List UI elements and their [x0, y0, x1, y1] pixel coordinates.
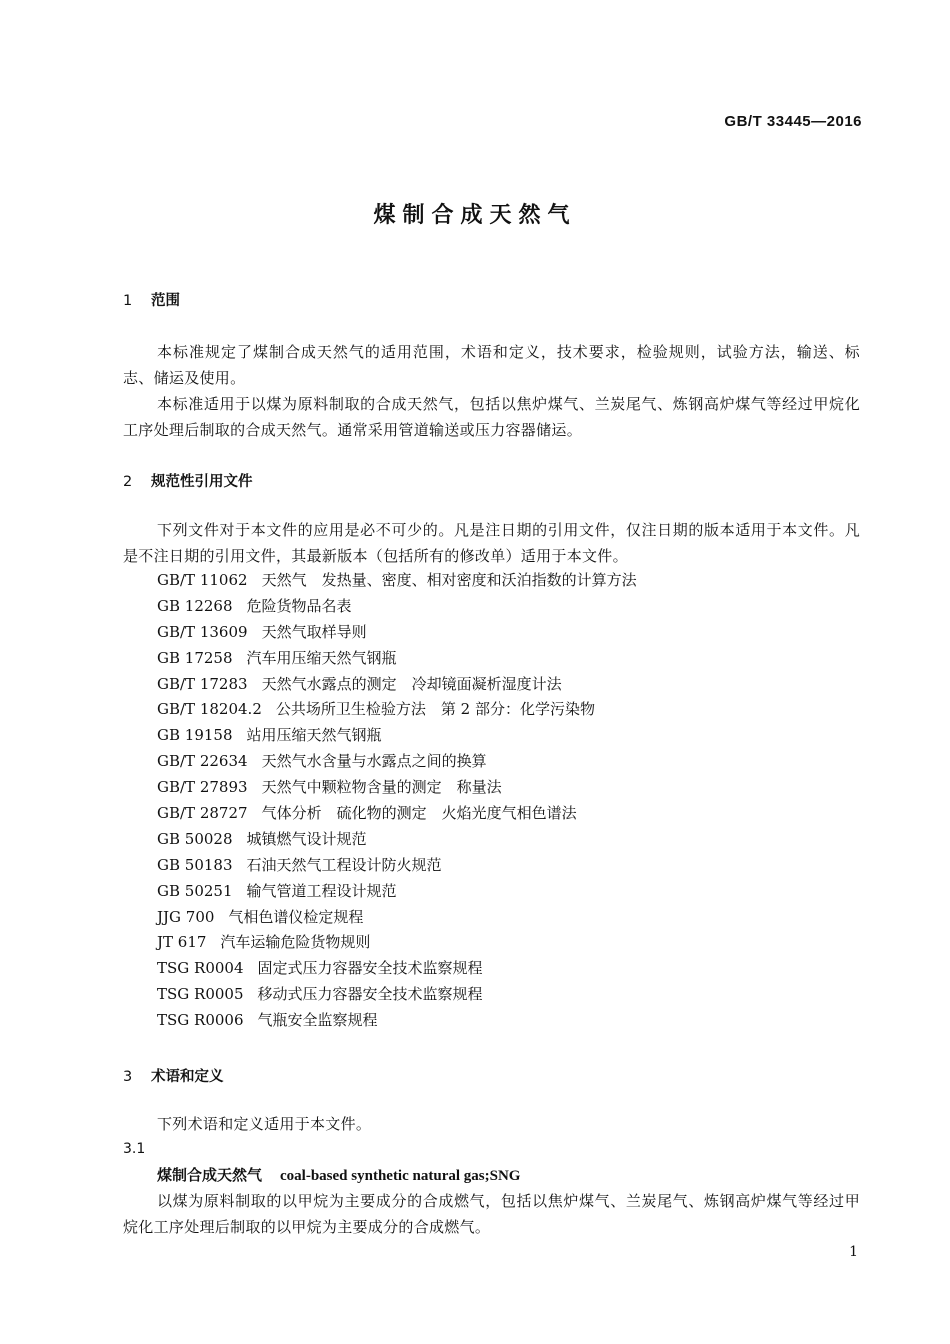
section-number: 1: [123, 293, 133, 309]
reference-code: TSG R0004: [157, 959, 244, 978]
term-number: 3.1: [123, 1141, 146, 1157]
section-title: 规范性引用文件: [151, 474, 253, 490]
reference-title: 天然气 发热量、密度、相对密度和沃泊指数的计算方法: [261, 571, 637, 589]
reference-item: [157, 723, 637, 749]
reference-item: [157, 620, 637, 646]
reference-code: GB 19158: [157, 726, 233, 745]
reference-code: GB 50028: [157, 829, 233, 848]
reference-code: TSG R0006: [157, 1011, 244, 1030]
standard-number: GB/T 33445—2016: [724, 113, 862, 130]
reference-code: GB/T 11062: [157, 571, 248, 589]
section-1-heading: [123, 289, 180, 310]
term-definition: 以煤为原料制取的以甲烷为主要成分的合成燃气，包括以焦炉煤气、兰炭尾气、炼钢高炉煤气等经过甲烷化工序处理后制取的以甲烷为主要成分的合成燃气。: [123, 1192, 860, 1236]
reference-title: 气瓶安全监察规程: [257, 1011, 378, 1030]
reference-item: [157, 672, 637, 698]
reference-code: GB/T 27893: [157, 778, 248, 797]
reference-item: [157, 930, 637, 956]
reference-title: 危险货物品名表: [246, 596, 352, 615]
reference-code: GB/T 13609: [157, 622, 248, 641]
reference-title: 城镇燃气设计规范: [246, 829, 367, 848]
section-3-intro: 下列术语和定义适用于本文件。: [157, 1115, 372, 1133]
reference-title: 天然气水含量与水露点之间的换算: [261, 752, 487, 771]
reference-item: [157, 905, 637, 931]
reference-item: [157, 853, 637, 879]
reference-code: GB/T 28727: [157, 804, 248, 823]
reference-title: 输气管道工程设计规范: [246, 881, 397, 900]
section-1-paragraph-2: 本标准适用于以煤为原料制取的合成天然气，包括以焦炉煤气、兰炭尾气、炼钢高炉煤气等经过甲烷化工序处理后制取的合成天然气。通常采用管道输送或压力容器储运。: [123, 395, 860, 439]
reference-title: 站用压缩天然气钢瓶: [246, 726, 382, 745]
document-title: 煤制合成天然气: [373, 203, 577, 228]
reference-code: JJG 700: [157, 907, 215, 926]
reference-code: JT 617: [157, 933, 207, 952]
section-number: 3: [123, 1069, 133, 1085]
reference-code: GB/T 17283: [157, 674, 248, 693]
reference-title: 固定式压力容器安全技术监察规程: [257, 959, 483, 978]
reference-title: 气体分析 硫化物的测定 火焰光度气相色谱法: [261, 804, 577, 823]
term-chinese: 煤制合成天然气: [157, 1166, 263, 1184]
reference-code: GB 50251: [157, 881, 233, 900]
reference-title: 天然气取样导则: [261, 622, 367, 641]
reference-title: 汽车用压缩天然气钢瓶: [246, 648, 397, 667]
reference-title: 石油天然气工程设计防火规范: [246, 855, 442, 874]
section-2-intro: 下列文件对于本文件的应用是必不可少的。凡是注日期的引用文件，仅注日期的版本适用于本文件。凡是不注日期的引用文件，其最新版本（包括所有的修改单）适用于本文件。: [123, 521, 860, 565]
reference-code: GB 50183: [157, 855, 233, 874]
section-title: 范围: [151, 293, 180, 309]
normative-references-list: [157, 568, 637, 1034]
reference-item: [157, 697, 637, 723]
reference-item: [157, 827, 637, 853]
section-3-heading: [123, 1065, 224, 1086]
section-2-heading: [123, 470, 253, 491]
reference-title: 公共场所卫生检验方法 第 2 部分：化学污染物: [275, 700, 595, 719]
reference-code: GB 12268: [157, 596, 233, 615]
reference-item: [157, 1008, 637, 1034]
reference-code: GB/T 18204.2: [157, 700, 262, 719]
page-number: 1: [849, 1244, 858, 1260]
reference-item: [157, 775, 637, 801]
reference-title: 气相色谱仪检定规程: [228, 907, 364, 926]
reference-code: GB/T 22634: [157, 752, 248, 771]
reference-item: [157, 956, 637, 982]
reference-title: 天然气中颗粒物含量的测定 称量法: [261, 778, 502, 797]
section-title: 术语和定义: [151, 1069, 224, 1085]
reference-item: [157, 646, 637, 672]
reference-item: [157, 801, 637, 827]
reference-title: 汽车运输危险货物规则: [220, 933, 371, 952]
reference-item: [157, 749, 637, 775]
term-english: coal-based synthetic natural gas;SNG: [280, 1168, 521, 1184]
reference-item: [157, 982, 637, 1008]
term-heading: [157, 1164, 520, 1185]
reference-item: [157, 568, 637, 594]
reference-code: TSG R0005: [157, 985, 244, 1004]
reference-title: 移动式压力容器安全技术监察规程: [257, 985, 483, 1004]
reference-title: 天然气水露点的测定 冷却镜面凝析湿度计法: [261, 674, 562, 693]
section-1-paragraph-1: 本标准规定了煤制合成天然气的适用范围，术语和定义，技术要求，检验规则，试验方法，输送、标志、储运及使用。: [123, 343, 860, 387]
reference-item: [157, 879, 637, 905]
reference-item: [157, 594, 637, 620]
reference-code: GB 17258: [157, 648, 233, 667]
section-number: 2: [123, 474, 133, 490]
